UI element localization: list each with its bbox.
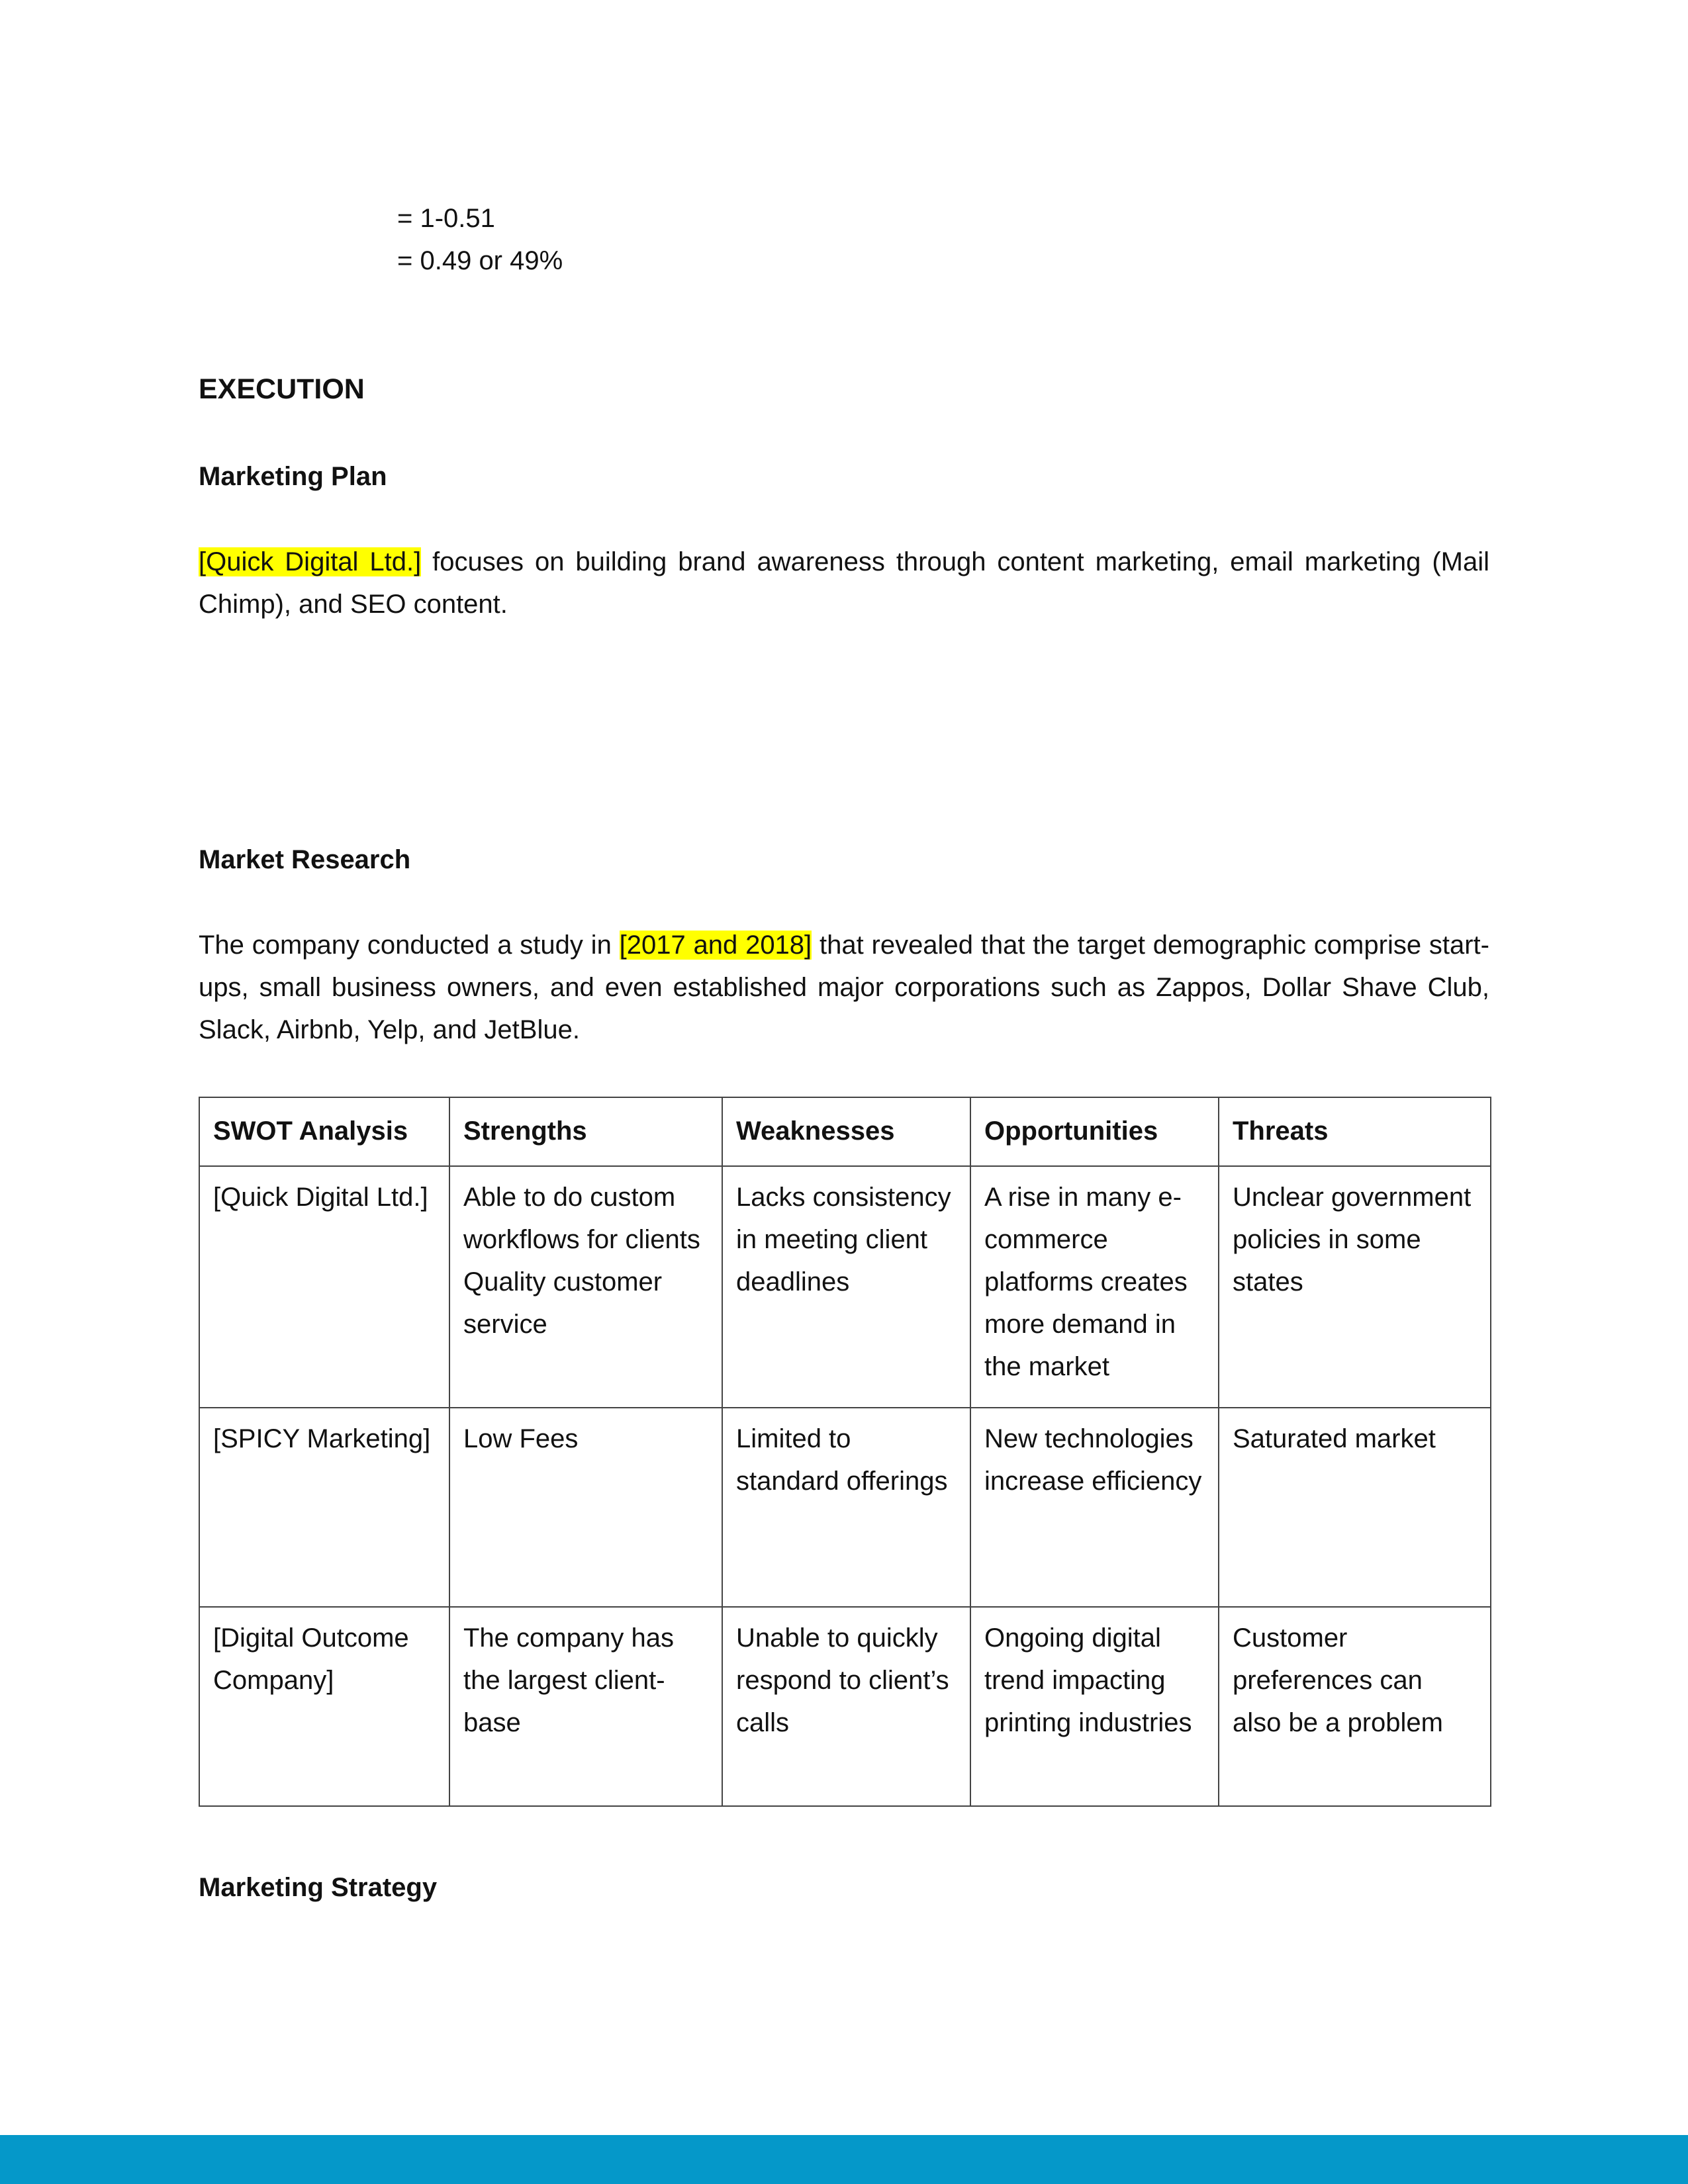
strength-item: Quality customer service <box>463 1267 663 1339</box>
opportunities-cell: Ongoing digital trend impacting printing industries <box>970 1607 1219 1806</box>
market-research-paragraph <box>199 924 1489 1051</box>
footer-color-bar <box>0 2135 1688 2184</box>
strength-item: The company has the largest client-base <box>463 1623 674 1737</box>
swot-analysis-table <box>199 1097 1491 1807</box>
marketing-plan-text: focuses on building brand awareness through content marketing, email marketing (Mail Chimp), and SEO content. <box>199 547 1489 619</box>
threats-cell: Saturated market <box>1219 1408 1491 1607</box>
weaknesses-cell: Unable to quickly respond to client’s calls <box>722 1607 970 1806</box>
company-cell: [Digital Outcome Company] <box>199 1607 449 1806</box>
calculation-line: = 1-0.51 <box>397 204 495 233</box>
strength-item: Able to do custom workflows for clients <box>463 1183 700 1254</box>
strength-item: Low Fees <box>463 1424 579 1453</box>
weaknesses-cell: Lacks consistency in meeting client deadlines <box>722 1166 970 1408</box>
market-research-text-before: The company conducted a study in <box>199 931 620 960</box>
market-research-text-after: that revealed that the target demographic comprise start-ups, small business owners, and even established major corporations such as Zappos, Dollar Shave Club, Slack, Airbnb, Yelp, and JetBlue. <box>199 931 1489 1044</box>
opportunities-cell: New technologies increase efficiency <box>970 1408 1219 1607</box>
header-weaknesses: Weaknesses <box>722 1097 970 1166</box>
opportunities-cell: A rise in many e-commerce platforms creates more demand in the market <box>970 1166 1219 1408</box>
study-years-highlight: [2017 and 2018] <box>619 931 812 960</box>
strengths-cell <box>449 1166 722 1408</box>
company-cell: [Quick Digital Ltd.] <box>199 1166 449 1408</box>
threats-cell: Customer preferences can also be a problem <box>1219 1607 1491 1806</box>
market-research-heading: Market Research <box>199 845 411 874</box>
table-header-row <box>199 1097 1491 1166</box>
company-cell: [SPICY Marketing] <box>199 1408 449 1607</box>
marketing-plan-paragraph <box>199 541 1489 625</box>
execution-heading: EXECUTION <box>199 373 365 405</box>
header-threats: Threats <box>1219 1097 1491 1166</box>
header-strengths: Strengths <box>449 1097 722 1166</box>
company-name-highlight: [Quick Digital Ltd.] <box>199 547 422 576</box>
calculation-block <box>397 197 563 282</box>
calculation-result: = 0.49 or 49% <box>397 246 563 275</box>
marketing-strategy-heading: Marketing Strategy <box>199 1873 438 1902</box>
table-row <box>199 1408 1491 1607</box>
strengths-cell <box>449 1408 722 1607</box>
table-row <box>199 1607 1491 1806</box>
header-swot-analysis: SWOT Analysis <box>199 1097 449 1166</box>
table-row <box>199 1166 1491 1408</box>
weaknesses-cell: Limited to standard offerings <box>722 1408 970 1607</box>
strengths-cell <box>449 1607 722 1806</box>
header-opportunities: Opportunities <box>970 1097 1219 1166</box>
marketing-plan-heading: Marketing Plan <box>199 462 387 491</box>
threats-cell: Unclear government policies in some states <box>1219 1166 1491 1408</box>
